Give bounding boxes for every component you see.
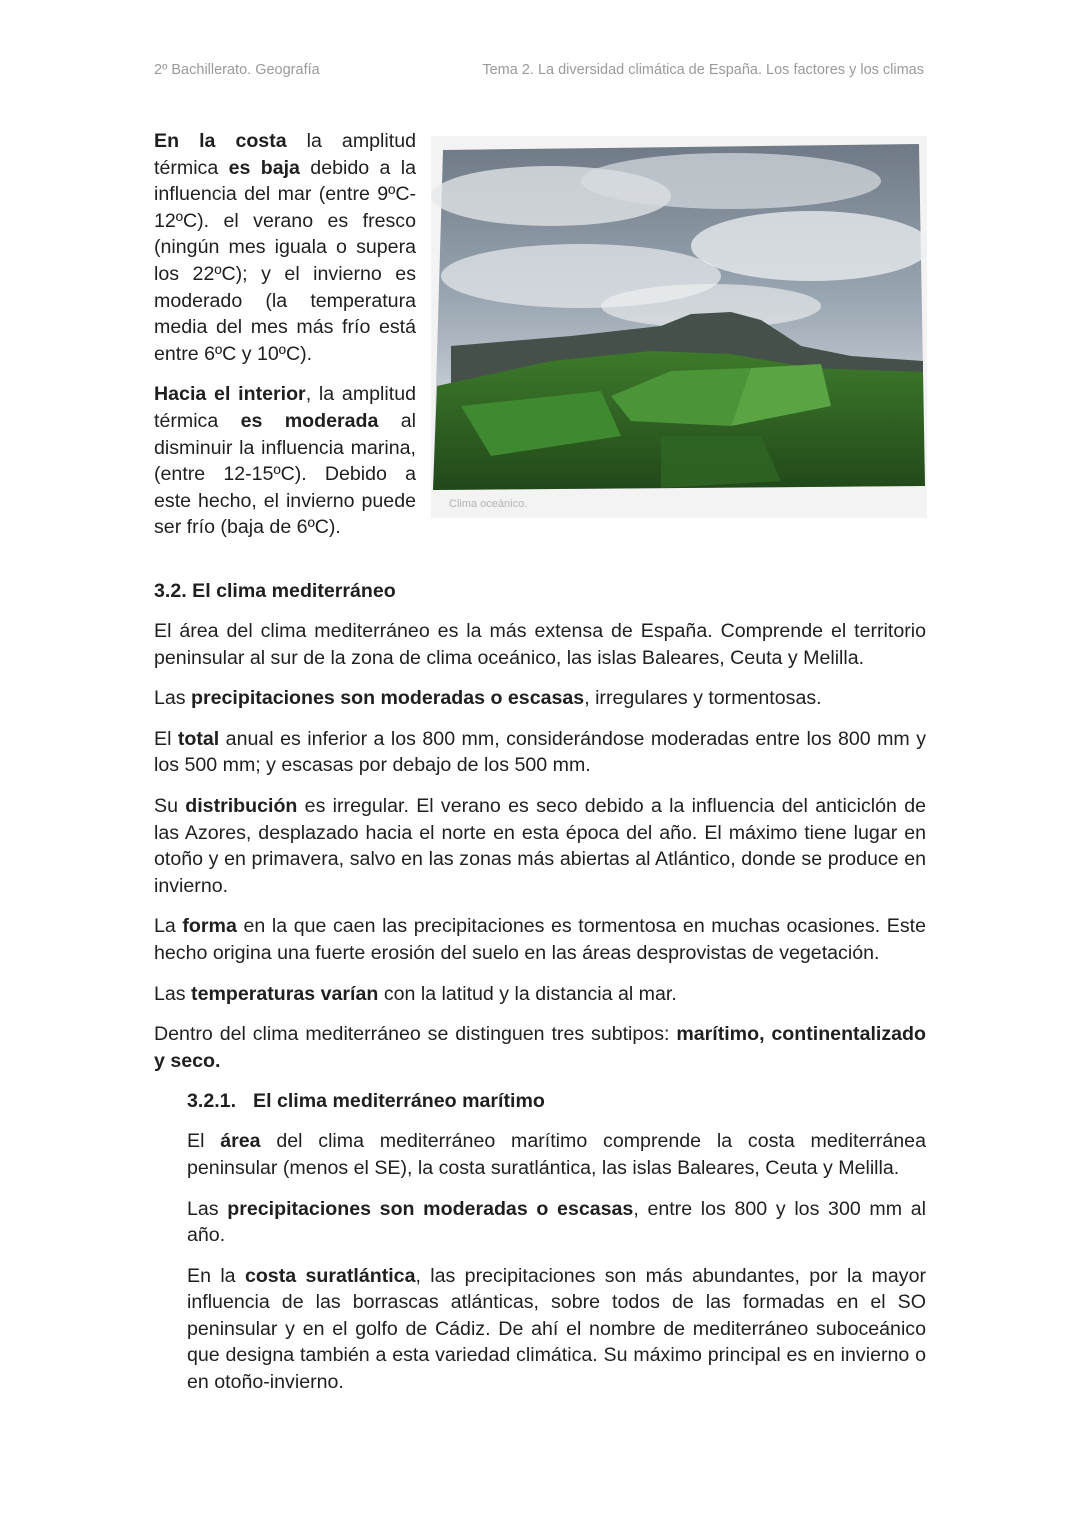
text-run: , las precipitaciones son más abundantes, por la mayor influencia de las borrascas atlánticas, sobre todos de las formadas en el SO peninsular y en el golfo de Cádiz. De ahí el nombre de mediterráneo suboceánico que designa también a esta variedad climática. Su máximo principal es en invierno o en otoño-invierno.: [187, 1264, 926, 1394]
main-content: [154, 578, 926, 1410]
interior-paragraph: [154, 381, 416, 541]
text-run: en la que caen las precipitaciones es tormentosa en muchas ocasiones. Este hecho origina una fuerte erosión del suelo en las áreas desprovistas de vegetación.: [154, 915, 926, 964]
text-run: , irregulares y tormentosas.: [584, 687, 822, 710]
section-title: 3.2. El clima mediterráneo: [154, 580, 396, 602]
bold-term: distribución: [185, 794, 298, 817]
section-paragraph: [154, 981, 926, 1008]
bold-term: es baja: [228, 156, 300, 179]
text-run: El: [187, 1130, 221, 1153]
photo-caption: Clima oceánico.: [449, 498, 528, 510]
oceanic-climate-photo: [431, 136, 927, 518]
section-paragraph: [154, 1021, 926, 1074]
text-run: del clima mediterráneo marítimo comprende la costa mediterránea peninsular (menos el SE), la costa suratlántica, las islas Baleares, Ceuta y Melilla.: [187, 1130, 926, 1179]
page-header: [154, 62, 924, 86]
bold-term: es moderada: [240, 409, 379, 432]
bold-term: En la costa: [154, 130, 287, 152]
text-run: Las: [154, 687, 192, 710]
text-run: Dentro del clima mediterráneo se distinguen tres subtipos:: [154, 1023, 677, 1046]
text-run: con la latitud y la distancia al mar.: [378, 982, 677, 1005]
text-run: la amplitud térmica: [154, 130, 416, 179]
section-paragraph: [154, 726, 926, 779]
landscape-image: [431, 136, 927, 518]
bold-term: forma: [182, 915, 237, 938]
text-run: es irregular. El verano es seco debido a la influencia del anticiclón de las Azores, desplazado hacia el norte en esta época del año. El máximo tiene lugar en otoño y en primavera, salvo en las zonas más abiertas al Atlántico, donde se produce en invierno.: [154, 794, 926, 897]
subsection-paragraph: [187, 1263, 926, 1396]
bold-term: área: [220, 1130, 261, 1153]
bold-term: precipitaciones son moderadas o escasas: [191, 687, 585, 710]
bold-term: total: [177, 727, 220, 750]
coast-paragraph: [154, 128, 416, 367]
section-paragraph: El área del clima mediterráneo es la más extensa de España. Comprende el territorio peninsular al sur de la zona de clima oceánico, las islas Baleares, Ceuta y Melilla.: [154, 620, 926, 669]
subsection-number: 3.2.1.: [187, 1090, 237, 1113]
text-run: Su: [154, 794, 186, 817]
bold-term: precipitaciones son moderadas o escasas: [227, 1197, 634, 1220]
text-run: La: [154, 915, 183, 938]
text-run: Las: [187, 1197, 228, 1220]
text-run: anual es inferior a los 800 mm, considerándose moderadas entre los 800 mm y los 500 mm; y escasas por debajo de los 500 mm.: [154, 727, 926, 777]
text-run: El: [154, 727, 178, 750]
bold-term: temperaturas varían: [191, 982, 379, 1005]
section-paragraph: [154, 913, 926, 966]
subsection-paragraph: [187, 1196, 926, 1249]
subsection: [187, 1088, 926, 1395]
header-course: 2º Bachillerato. Geografía: [154, 62, 320, 78]
bold-term: Hacia el interior: [154, 383, 306, 406]
section-paragraph: [154, 685, 926, 712]
text-run: , la amplitud térmica: [154, 383, 416, 432]
bold-term: costa suratlántica: [244, 1264, 416, 1287]
header-topic: Tema 2. La diversidad climática de España. Los factores y los climas: [482, 62, 924, 78]
text-run: Las: [154, 982, 192, 1005]
text-run: , entre los 800 y los 300 mm al año.: [187, 1197, 926, 1247]
text-run: al disminuir la influencia marina, (entre 12-15ºC). Debido a este hecho, el invierno puede ser frío (baja de 6ºC).: [154, 409, 416, 539]
subsection-title-text: El clima mediterráneo marítimo: [253, 1090, 545, 1113]
intro-text: [154, 128, 416, 541]
text-run: debido a la influencia del mar (entre 9ºC-12ºC). el verano es fresco (ningún mes iguala o supera los 22ºC); y el invierno es moderado (la temperatura media del mes más frío está entre 6ºC y 10ºC).: [154, 156, 416, 365]
subsection-title: [187, 1088, 926, 1114]
section-paragraph: [154, 793, 926, 899]
text-run: En la: [187, 1264, 245, 1287]
subsection-paragraph: [187, 1128, 926, 1181]
bold-term: marítimo, continentalizado y seco.: [154, 1023, 926, 1072]
